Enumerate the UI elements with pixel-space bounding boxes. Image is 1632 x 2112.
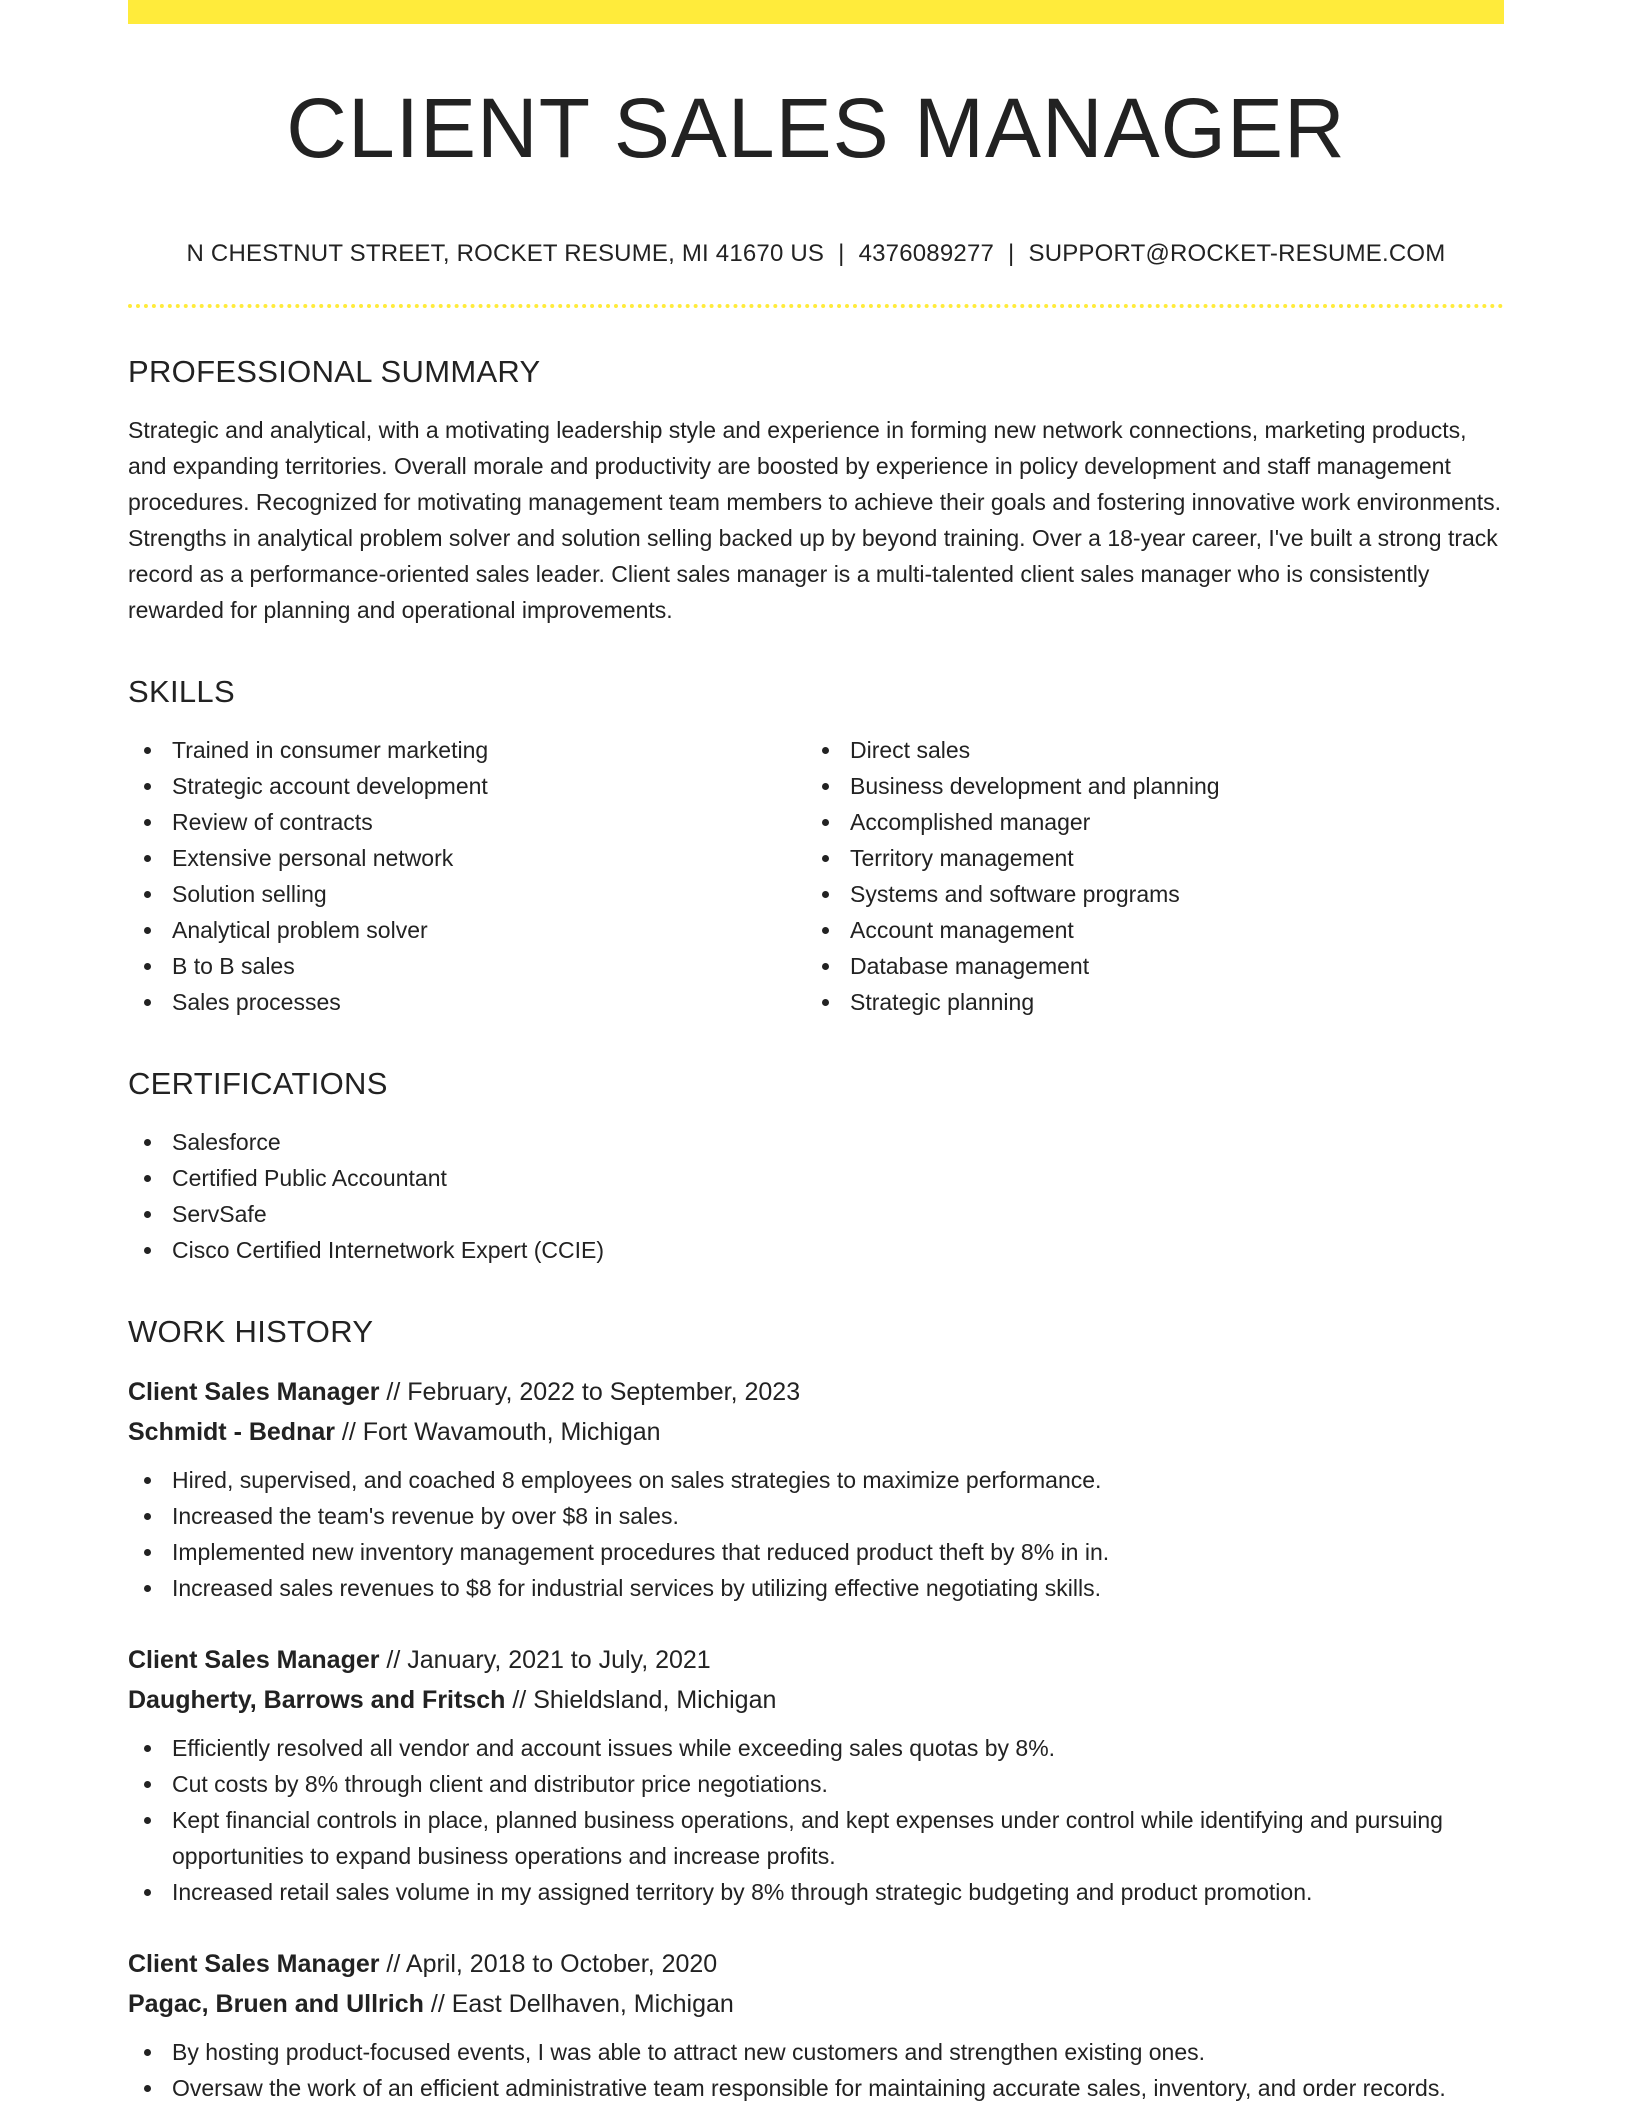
bullet-icon (144, 783, 151, 790)
job-bullet-text: Kept financial controls in place, planned business operations, and kept expenses under control while identifying and pursuing opportunities to expand business operations and increase profits. (172, 1807, 1443, 1870)
bullet-icon (144, 2049, 151, 2056)
list-item (128, 912, 806, 948)
job-bullet-text: Increased retail sales volume in my assigned territory by 8% through strategic budgeting and product promotion. (172, 1879, 1313, 1906)
job-bullet-text: By hosting product-focused events, I was able to attract new customers and strengthen existing ones. (172, 2039, 1206, 2066)
job-bullet (128, 1874, 1504, 1910)
bullet-icon (144, 1513, 151, 1520)
job-location: // East Dellhaven, Michigan (423, 1990, 734, 2019)
list-item (128, 840, 806, 876)
section-title-skills: SKILLS (128, 674, 235, 710)
list-item (128, 1160, 1504, 1196)
list-item (806, 768, 1484, 804)
list-item-text: Business development and planning (850, 773, 1220, 800)
top-accent-bar (128, 0, 1504, 24)
job-bullet (128, 1570, 1504, 1606)
list-item (806, 876, 1484, 912)
bullet-icon (144, 891, 151, 898)
bullet-icon (144, 855, 151, 862)
skills-left-list (128, 732, 806, 1020)
jobs-container (128, 1372, 1504, 2106)
contact-line (128, 240, 1504, 268)
job-bullets (128, 1462, 1504, 1606)
list-item (128, 948, 806, 984)
list-item-text: Strategic planning (850, 989, 1035, 1016)
job-bullet (128, 1462, 1504, 1498)
job-role: Client Sales Manager (128, 1378, 380, 1407)
resume-page (128, 0, 1504, 2106)
job-bullet (128, 2070, 1504, 2106)
list-item (128, 1232, 1504, 1268)
bullet-icon (144, 1477, 151, 1484)
list-item-text: ServSafe (172, 1201, 267, 1228)
bullet-icon (144, 1211, 151, 1218)
job-title-line (128, 1640, 1504, 1680)
list-item (806, 732, 1484, 768)
list-item (128, 732, 806, 768)
job-bullet (128, 1534, 1504, 1570)
skills-columns (128, 732, 1504, 1020)
bullet-icon (144, 2085, 151, 2092)
job-bullet-text: Increased the team's revenue by over $8 in sales. (172, 1503, 679, 1530)
work-history-section (128, 1314, 1504, 2106)
job-bullet (128, 1498, 1504, 1534)
bullet-icon (822, 927, 829, 934)
dotted-divider (128, 304, 1504, 308)
job-bullet-text: Implemented new inventory management procedures that reduced product theft by 8% in in. (172, 1539, 1110, 1566)
list-item (806, 840, 1484, 876)
section-title-summary: PROFESSIONAL SUMMARY (128, 354, 541, 390)
job-location: // Fort Wavamouth, Michigan (334, 1418, 661, 1447)
skills-section (128, 674, 1504, 1020)
bullet-icon (144, 927, 151, 934)
job-bullets (128, 1730, 1504, 1910)
list-item-text: Trained in consumer marketing (172, 737, 489, 764)
list-item (806, 804, 1484, 840)
contact-phone: 4376089277 (858, 240, 995, 268)
bullet-icon (822, 999, 829, 1006)
list-item-text: Database management (850, 953, 1090, 980)
list-item-text: Cisco Certified Internetwork Expert (CCIE) (172, 1237, 605, 1264)
bullet-icon (822, 819, 829, 826)
job-bullet-text: Oversaw the work of an efficient administrative team responsible for maintaining accurate sales, inventory, and order records. (172, 2075, 1446, 2102)
list-item-text: Strategic account development (172, 773, 488, 800)
job-bullet (128, 2034, 1504, 2070)
job-company: Schmidt - Bednar (128, 1418, 335, 1447)
job-company-line (128, 1984, 1504, 2024)
list-item (806, 984, 1484, 1020)
bullet-icon (822, 783, 829, 790)
contact-separator: | (838, 240, 845, 268)
bullet-icon (144, 1889, 151, 1896)
summary-section (128, 354, 1504, 628)
job-bullets (128, 2034, 1504, 2106)
job-role: Client Sales Manager (128, 1950, 380, 1979)
resume-name: CLIENT SALES MANAGER (286, 81, 1346, 175)
bullet-icon (822, 963, 829, 970)
job-company: Pagac, Bruen and Ullrich (128, 1990, 424, 2019)
job-bullet-text: Hired, supervised, and coached 8 employees on sales strategies to maximize performance. (172, 1467, 1102, 1494)
list-item-text: Direct sales (850, 737, 971, 764)
summary-text: Strategic and analytical, with a motivating leadership style and experience in forming new network connections, marketing products, and expanding territories. Overall morale and productivity are boosted by experience in policy development and staff management procedures. Recognized for motivating management team members to achieve their goals and fostering innovative work environments. Strengths in analytical problem solver and solution selling backed up by beyond training. Over a 18-year career, I've built a strong track record as a performance-oriented sales leader. Client sales manager is a multi-talented client sales manager who is consistently rewarded for planning and operational improvements. (128, 417, 1502, 624)
list-item (128, 1196, 1504, 1232)
job-title-line (128, 1372, 1504, 1412)
contact-address: N CHESTNUT STREET, ROCKET RESUME, MI 41670 US (186, 240, 825, 268)
certifications-section (128, 1066, 1504, 1268)
job-role: Client Sales Manager (128, 1646, 380, 1675)
list-item-text: Account management (850, 917, 1074, 944)
bullet-icon (822, 747, 829, 754)
list-item (128, 876, 806, 912)
job-bullet (128, 1766, 1504, 1802)
bullet-icon (144, 819, 151, 826)
bullet-icon (144, 747, 151, 754)
job-title-line (128, 1944, 1504, 1984)
bullet-icon (144, 1139, 151, 1146)
bullet-icon (144, 1781, 151, 1788)
list-item (806, 912, 1484, 948)
job-location: // Shieldsland, Michigan (505, 1686, 777, 1715)
job-bullet-text: Increased sales revenues to $8 for industrial services by utilizing effective negotiating skills. (172, 1575, 1101, 1602)
job-bullet (128, 1730, 1504, 1766)
list-item-text: Certified Public Accountant (172, 1165, 447, 1192)
section-title-work-history: WORK HISTORY (128, 1314, 374, 1350)
job-company-line (128, 1412, 1504, 1452)
bullet-icon (144, 999, 151, 1006)
list-item (128, 1124, 1504, 1160)
bullet-icon (822, 855, 829, 862)
list-item (128, 768, 806, 804)
contact-email: SUPPORT@ROCKET-RESUME.COM (1028, 240, 1446, 268)
list-item-text: Extensive personal network (172, 845, 454, 872)
job-entry (128, 1944, 1504, 2106)
bullet-icon (144, 1817, 151, 1824)
list-item-text: Salesforce (172, 1129, 281, 1156)
job-company-line (128, 1680, 1504, 1720)
list-item (128, 984, 806, 1020)
bullet-icon (144, 1175, 151, 1182)
list-item-text: Systems and software programs (850, 881, 1180, 908)
bullet-icon (144, 1745, 151, 1752)
list-item-text: Sales processes (172, 989, 341, 1016)
list-item-text: Analytical problem solver (172, 917, 428, 944)
job-dates: // April, 2018 to October, 2020 (379, 1950, 718, 1979)
job-company: Daugherty, Barrows and Fritsch (128, 1686, 506, 1715)
job-dates: // January, 2021 to July, 2021 (379, 1646, 711, 1675)
job-entry (128, 1372, 1504, 1606)
skills-right-list (806, 732, 1484, 1020)
bullet-icon (822, 891, 829, 898)
contact-separator: | (1008, 240, 1015, 268)
list-item-text: Solution selling (172, 881, 327, 908)
job-bullet-text: Cut costs by 8% through client and distributor price negotiations. (172, 1771, 828, 1798)
job-entry (128, 1640, 1504, 1910)
list-item (806, 948, 1484, 984)
list-item-text: Accomplished manager (850, 809, 1091, 836)
list-item-text: B to B sales (172, 953, 295, 980)
section-title-certifications: CERTIFICATIONS (128, 1066, 388, 1102)
job-bullet-text: Efficiently resolved all vendor and account issues while exceeding sales quotas by 8%. (172, 1735, 1056, 1762)
list-item (128, 804, 806, 840)
bullet-icon (144, 1549, 151, 1556)
bullet-icon (144, 963, 151, 970)
certifications-list (128, 1124, 1504, 1268)
bullet-icon (144, 1247, 151, 1254)
job-bullet (128, 1802, 1504, 1874)
job-dates: // February, 2022 to September, 2023 (379, 1378, 801, 1407)
list-item-text: Review of contracts (172, 809, 373, 836)
list-item-text: Territory management (850, 845, 1074, 872)
bullet-icon (144, 1585, 151, 1592)
